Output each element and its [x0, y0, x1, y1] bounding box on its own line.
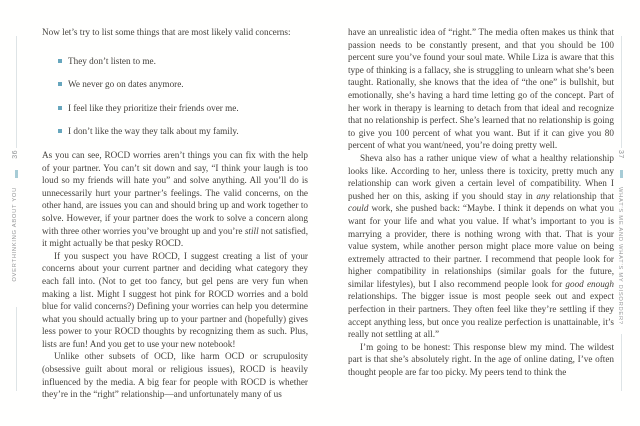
- left-margin-rule-top: [16, 36, 17, 148]
- intro-line: Now let’s try to list some things that are most likely valid concerns:: [42, 27, 291, 37]
- paragraph: have an unrealistic idea of “right.” The media often makes us think that passion needs to be constantly present, and that you should be 100 percent sure you’ve found your soul mate. While Liza is aware that this type of thinking is a fallacy, she is struggling to unlearn what she’s been taught. Rationally, she knows that the idea of “the one” is bullshit, but emotionally, she’s having a hard time letting go of the concept. Part of her work in therapy is learning to detach from that ideal and recognize that no relationship is perfect. She’s learned that no relationship is going to give you 100 percent of what you want. But if it can give you 80 percent of what you want/need, you’re doing pretty well.: [348, 27, 614, 151]
- list-item: [42, 125, 308, 138]
- square-bullet-icon: [58, 59, 62, 63]
- paragraph: As you can see, ROCD worries aren’t things you can fix with the help of your partner. You can’t sit down and say, “I think your laugh is too loud so my friends will hate you” and solve anything. All you’ll do is unnecessarily hurt your partner’s feelings. The valid concerns, on the other hand, are issues you can and should bring up and work together to solve. However, if your partner does the work to solve a concern along with three other worries you’ve brought up and you’re still not satisfied, it might actually be that pesky ROCD.: [42, 149, 309, 249]
- square-bullet-icon: [58, 129, 62, 133]
- list-item: [42, 102, 308, 115]
- list-item-text: I don’t like the way they talk about my family.: [68, 126, 239, 137]
- paragraph: I’m going to be honest: This response blew my mind. The wildest part is that she’s absolutely right. In the age of online dating, I’ve often thought people are far too picky. My peers tend to think the: [348, 341, 614, 378]
- list-item-text: We never go on dates anymore.: [68, 79, 184, 90]
- right-margin-tick: [620, 170, 623, 178]
- square-bullet-icon: [58, 82, 62, 86]
- paragraph: If you suspect you have ROCD, I suggest creating a list of your concerns about your current partner and deciding what category they each fall into. (Not to get too fancy, but gel pens are very fun when making a list. Might I suggest hot pink for ROCD worries and a bold blue for valid concerns?) Defining your worries can help you determine what you should actually bring up to your partner and (hopefully) gives less power to your ROCD thoughts by recognizing them as such. Plus, lists are fun! And you get to use your new notebook!: [42, 250, 308, 349]
- left-margin-tick: [15, 170, 18, 178]
- list-item-text: I feel like they prioritize their friends over me.: [68, 102, 239, 113]
- left-running-title: OVERTHINKING ABOUT YOU: [12, 187, 18, 282]
- right-running-title: WHAT’S ME AND WHAT’S MY DISORDER?: [617, 187, 623, 325]
- left-margin-rule-bottom: [16, 307, 17, 391]
- right-page-text-column: [348, 26, 614, 379]
- list-item: [42, 55, 308, 68]
- paragraph: Sheva also has a rather unique view of what a healthy relationship looks like. According to her, unless there is toxicity, pretty much any relationship can work given a certain level of compatibility. When I pushed her on this, asking if you should stay in any relationship that could work, she pushed back: “Maybe. I think it depends on what you want for your life and what you value. If what’s important to you is marrying a provider, there is nothing wrong with that. That is your value system, while another person might place more value on being extremely attracted to their partner. I recommend that people look for higher compatibility in relationships (similar goals for the future, similar lifestyles), but I also recommend people look for good enough relationships. The bigger issue is most people seek out and expect perfection in their partners. They often feel like they’re settling if they accept anything less, but once you realize perfection is unattainable, it’s really not settling at all.”: [348, 152, 614, 340]
- valid-concerns-list: [42, 55, 308, 138]
- list-item: [42, 78, 308, 91]
- paragraph: Unlike other subsets of OCD, like harm OCD or scrupulosity (obsessive guilt about moral or religious issues), ROCD is heavily influenced by the media. A big fear for people with ROCD is whether they’re in the “right” relationship—and unfortunately many of us: [42, 351, 308, 400]
- square-bullet-icon: [58, 106, 62, 110]
- right-page-number: 37: [617, 150, 624, 159]
- left-page-text-column: [42, 26, 308, 401]
- left-page-number: 36: [12, 150, 19, 159]
- right-margin-rule-bottom: [621, 334, 622, 391]
- list-item-text: They don’t listen to me.: [68, 55, 156, 66]
- right-margin-rule-top: [621, 36, 622, 148]
